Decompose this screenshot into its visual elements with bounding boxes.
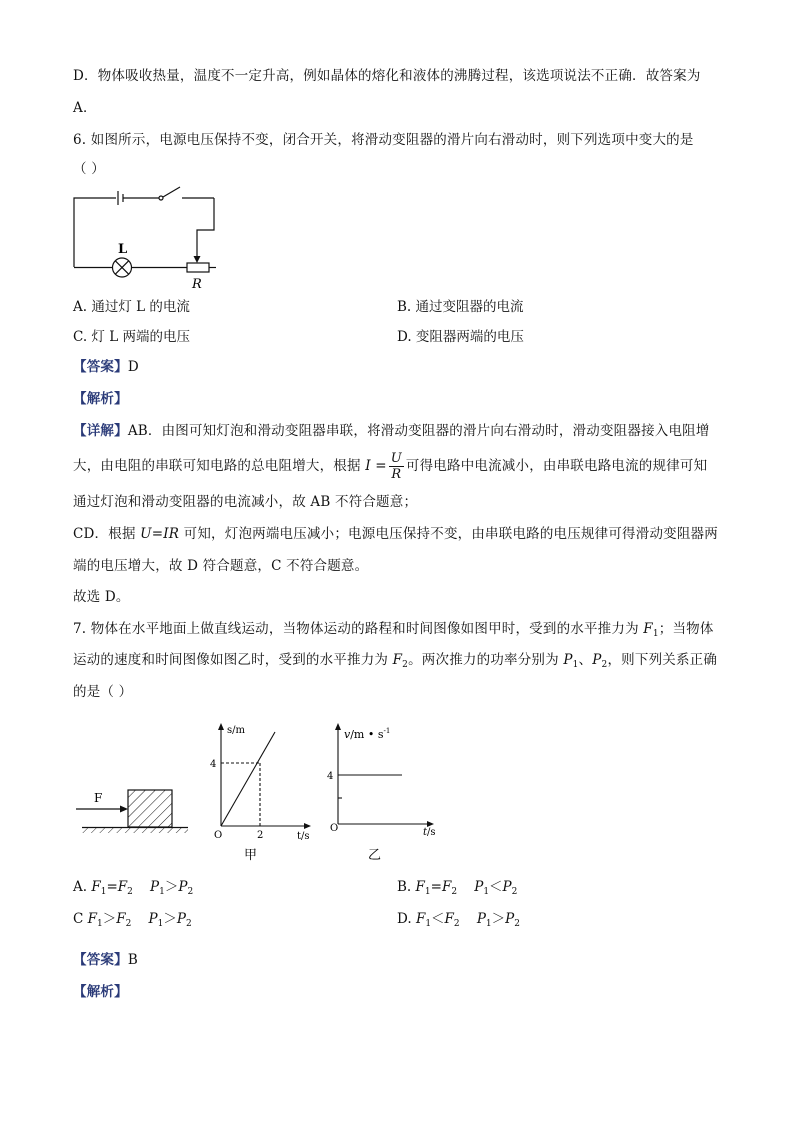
symbol-f: F — [415, 911, 426, 927]
rheostat-body — [187, 263, 209, 272]
q6-conclusion: 故选 D。 — [73, 589, 130, 605]
relation: ＞ — [164, 879, 179, 895]
q5-answer-continuation: A． — [73, 100, 97, 116]
stem-text: ，则下列关系正确 — [607, 652, 718, 668]
option-prefix: B. — [397, 879, 416, 895]
symbol-p: P — [505, 911, 515, 927]
origin-label: O — [214, 830, 223, 841]
q7-option-c[interactable] — [73, 909, 192, 934]
symbol-f: F — [415, 879, 425, 895]
option-prefix: D. — [397, 911, 416, 927]
subscript: 2 — [511, 887, 518, 897]
force-label: F — [94, 791, 103, 805]
q7-option-a[interactable] — [73, 877, 193, 902]
q7-answer — [73, 950, 138, 970]
option-prefix: A. — [73, 879, 92, 895]
analysis-tag: 【解析】 — [73, 984, 128, 1000]
detail-text: AB．由图可知灯泡和滑动变阻器串联，将滑动变阻器的滑片向右滑动时，滑动变阻器接入电阻增 — [127, 423, 710, 439]
subscript: 2 — [453, 919, 460, 929]
formula-uir: U=IR — [140, 526, 180, 542]
answer-tag: 【答案】 — [73, 359, 128, 375]
q6-stem: 6. 如图所示，电源电压保持不变，闭合开关，将滑动变阻器的滑片向右滑动时，则下列选项中变大的是 — [73, 132, 694, 148]
origin-label: O — [330, 823, 339, 834]
q7-graph-yi — [320, 718, 450, 868]
q7-analysis-heading — [73, 982, 128, 1002]
subscript: 1 — [652, 629, 659, 639]
lamp-label: L — [118, 242, 128, 257]
q7-option-b[interactable] — [397, 877, 517, 902]
q7-stem-line-1 — [73, 619, 714, 644]
stem-text: ；当物体 — [658, 621, 714, 637]
stem-text: 、 — [578, 652, 593, 668]
subscript: 1 — [424, 887, 431, 897]
symbol-p: P — [150, 879, 160, 895]
symbol-p: P — [563, 652, 573, 668]
symbol-p: P — [502, 879, 512, 895]
formula-lhs: I = — [365, 458, 387, 474]
symbol-f: F — [116, 911, 126, 927]
option-prefix: C — [73, 911, 88, 927]
subscript: 1 — [159, 887, 165, 897]
subscript: 2 — [451, 887, 458, 897]
symbol-p: P — [474, 879, 484, 895]
switch-lever — [163, 187, 180, 197]
subscript: 1 — [97, 919, 103, 929]
q6-detail-line-5: 端的电压增大，故 D 符合题意，C 不符合题意。 — [73, 558, 369, 574]
q6-analysis-heading — [73, 389, 128, 409]
subscript: 1 — [425, 919, 432, 929]
y-tick-label: 4 — [210, 759, 217, 770]
q6-detail-line-3: 通过灯泡和滑动变阻器的电流减小，故 AB 不符合题意； — [73, 494, 418, 510]
q6-option-c[interactable]: C. 灯 L 两端的电压 — [73, 329, 190, 345]
y-axis-label: s/m — [227, 725, 245, 736]
resistor-label: R — [192, 277, 202, 292]
symbol-f: F — [91, 879, 101, 895]
relation: ＜ — [489, 879, 503, 895]
x-axis-label: t/s — [423, 827, 436, 838]
symbol-p: P — [176, 911, 186, 927]
q6-detail-line-2 — [73, 448, 707, 484]
stem-text: 7. 物体在水平地面上做直线运动，当物体运动的路程和时间图像如图甲时，受到的水平推力为 — [73, 621, 644, 637]
relation: ＜ — [431, 911, 445, 927]
symbol-f: F — [643, 621, 653, 637]
detail-text: CD．根据 — [73, 526, 141, 542]
subscript: 2 — [187, 887, 194, 897]
subscript: 2 — [601, 660, 608, 670]
subscript: 2 — [514, 919, 520, 929]
detail-text: 可知，灯泡两端电压减小；电源电压保持不变，由串联电路的电压规律可得滑动变阻器两 — [179, 526, 718, 542]
answer-value: B — [127, 952, 138, 968]
detail-text: 可得电路中电流减小，由串联电路电流的规律可知 — [405, 458, 708, 474]
formula-numerator: U — [390, 451, 402, 466]
subscript: 1 — [483, 887, 490, 897]
q6-option-d[interactable]: D. 变阻器两端的电压 — [397, 329, 524, 345]
force-arrowhead — [120, 806, 128, 813]
subscript: 1 — [485, 919, 492, 929]
s-t-line — [221, 732, 275, 826]
detail-tag: 【详解】 — [73, 423, 128, 439]
subscript: 1 — [157, 919, 164, 929]
symbol-f: F — [87, 911, 97, 927]
relation: ＞ — [163, 911, 177, 927]
x-axis-label: t/s — [297, 831, 310, 842]
q7-stem-line-3: 的是（ ） — [73, 684, 133, 700]
answer-tag: 【答案】 — [73, 952, 128, 968]
relation: ＞ — [491, 911, 506, 927]
switch-contact — [159, 196, 163, 200]
analysis-tag: 【解析】 — [73, 391, 128, 407]
detail-text: 大，由电阻的串联可知电路的总电阻增大，根据 — [73, 458, 361, 474]
relation: = — [106, 879, 118, 895]
symbol-p: P — [178, 879, 188, 895]
subscript: 1 — [572, 660, 579, 670]
symbol-p: P — [476, 911, 486, 927]
wire-top-left — [74, 198, 116, 267]
slider-wire — [197, 198, 214, 260]
subscript: 1 — [100, 887, 107, 897]
x-tick-label: 2 — [257, 830, 264, 841]
subscript: 2 — [402, 660, 409, 670]
block — [128, 790, 172, 827]
q6-circuit-diagram — [66, 182, 226, 292]
relation: = — [430, 879, 442, 895]
q6-option-b[interactable]: B. 通过变阻器的电流 — [397, 299, 524, 315]
symbol-f: F — [392, 652, 403, 668]
subscript: 2 — [127, 887, 133, 897]
q7-force-block-figure — [76, 780, 196, 840]
formula-denominator: R — [391, 467, 402, 482]
q6-option-a[interactable]: A. 通过灯 L 的电流 — [73, 299, 190, 315]
q7-stem-line-2 — [73, 650, 717, 675]
subscript: 2 — [185, 919, 192, 929]
symbol-f: F — [117, 879, 128, 895]
graph-caption: 甲 — [244, 848, 258, 863]
ground-hatch — [82, 828, 188, 833]
symbol-p: P — [148, 911, 158, 927]
q6-answer-blank: （ ） — [73, 161, 105, 177]
q5-option-d-explanation: D．物体吸收热量，温度不一定升高，例如晶体的熔化和液体的沸腾过程，该选项说法不正确．故答案为 — [73, 68, 701, 84]
graph-caption: 乙 — [368, 848, 382, 863]
q6-detail-line-4 — [73, 524, 718, 544]
y-tick-label: 4 — [327, 771, 334, 782]
subscript: 2 — [125, 919, 132, 929]
q6-detail-line-1 — [73, 421, 710, 441]
slider-arrowhead — [194, 256, 201, 263]
symbol-f: F — [441, 879, 452, 895]
ohms-law-fraction — [389, 451, 404, 482]
q6-answer — [73, 357, 139, 377]
q7-graph-jia — [205, 718, 320, 868]
relation: ＞ — [102, 911, 117, 927]
stem-text: 运动的速度和时间图像如图乙时，受到的水平推力为 — [73, 652, 393, 668]
q7-option-d[interactable] — [397, 909, 520, 934]
symbol-p: P — [592, 652, 602, 668]
answer-value: D — [127, 359, 139, 375]
y-axis-label: v/m • $s^{-1}$ — [344, 727, 391, 741]
stem-text: 。两次推力的功率分别为 — [408, 652, 564, 668]
symbol-f: F — [444, 911, 454, 927]
